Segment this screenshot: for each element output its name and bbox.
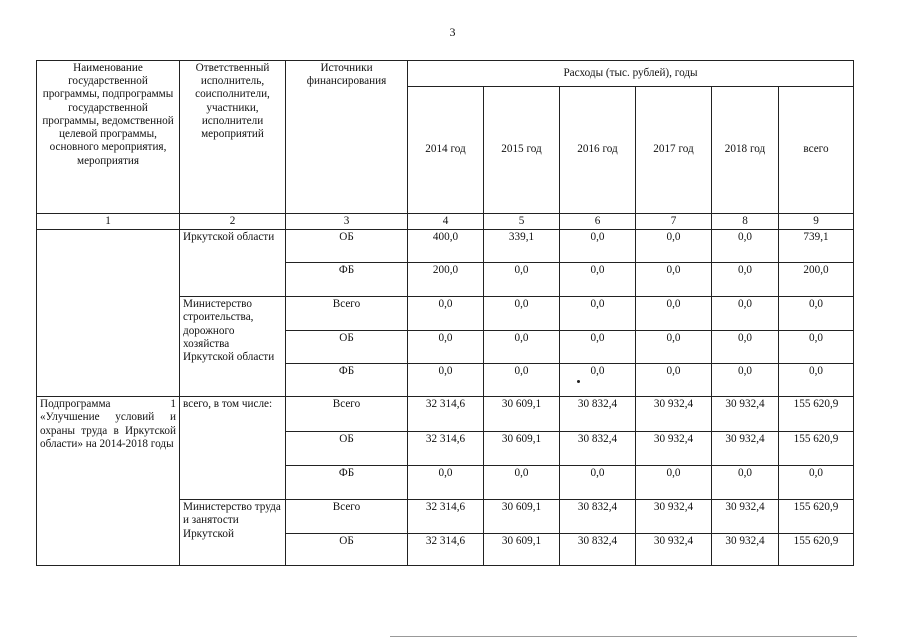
program-name-cell bbox=[37, 230, 180, 397]
value-cell: 32 314,6 bbox=[408, 500, 484, 534]
value-cell: 0,0 bbox=[408, 297, 484, 331]
header-year-2018: 2018 год bbox=[712, 87, 779, 214]
value-cell: 0,0 bbox=[484, 364, 560, 397]
column-number: 8 bbox=[712, 214, 779, 230]
value-cell: 0,0 bbox=[408, 331, 484, 364]
column-number: 6 bbox=[560, 214, 636, 230]
value-cell: 400,0 bbox=[408, 230, 484, 263]
value-cell: 0,0 bbox=[779, 297, 854, 331]
value-cell: 0,0 bbox=[636, 331, 712, 364]
value-cell: 155 620,9 bbox=[779, 432, 854, 466]
header-year-2017: 2017 год bbox=[636, 87, 712, 214]
header-year-2014: 2014 год bbox=[408, 87, 484, 214]
column-number: 5 bbox=[484, 214, 560, 230]
value-cell: 0,0 bbox=[560, 364, 636, 397]
value-cell: 30 609,1 bbox=[484, 534, 560, 566]
value-cell: 30 932,4 bbox=[636, 534, 712, 566]
value-cell: 30 932,4 bbox=[636, 500, 712, 534]
value-cell: 32 314,6 bbox=[408, 534, 484, 566]
column-number: 7 bbox=[636, 214, 712, 230]
value-cell: 30 932,4 bbox=[636, 432, 712, 466]
value-cell: 30 932,4 bbox=[712, 432, 779, 466]
header-executor: Ответственный исполнитель, соисполнители, участники, исполнители мероприятий bbox=[180, 61, 286, 214]
value-cell: 0,0 bbox=[712, 331, 779, 364]
header-year-2016: 2016 год bbox=[560, 87, 636, 214]
value-cell: 200,0 bbox=[408, 263, 484, 297]
funding-source: ОБ bbox=[286, 331, 408, 364]
value-cell: 0,0 bbox=[636, 297, 712, 331]
column-number: 9 bbox=[779, 214, 854, 230]
header-funding-source: Источники финансирования bbox=[286, 61, 408, 214]
value-cell: 200,0 bbox=[779, 263, 854, 297]
page-edge-rule bbox=[390, 636, 857, 637]
value-cell: 0,0 bbox=[408, 364, 484, 397]
value-cell: 0,0 bbox=[560, 230, 636, 263]
value-cell: 0,0 bbox=[636, 230, 712, 263]
header-program-name: Наименование государственной программы, подпрограммы государственной программы, ведомственной целевой программы, основного мероприятия, мероприятия bbox=[37, 61, 180, 214]
header-total: всего bbox=[779, 87, 854, 214]
column-number: 2 bbox=[180, 214, 286, 230]
value-cell: 155 620,9 bbox=[779, 534, 854, 566]
funding-source: ФБ bbox=[286, 466, 408, 500]
header-year-2015: 2015 год bbox=[484, 87, 560, 214]
value-cell: 32 314,6 bbox=[408, 432, 484, 466]
value-cell: 30 609,1 bbox=[484, 397, 560, 432]
page-number: 3 bbox=[449, 25, 456, 39]
value-cell: 0,0 bbox=[484, 297, 560, 331]
value-cell: 30 932,4 bbox=[712, 397, 779, 432]
column-number: 3 bbox=[286, 214, 408, 230]
value-cell: 30 832,4 bbox=[560, 534, 636, 566]
funding-source: ОБ bbox=[286, 432, 408, 466]
value-cell: 0,0 bbox=[636, 364, 712, 397]
value-cell: 0,0 bbox=[484, 331, 560, 364]
value-cell: 30 609,1 bbox=[484, 432, 560, 466]
table-row bbox=[37, 397, 854, 432]
value-cell: 30 932,4 bbox=[712, 500, 779, 534]
value-cell: 0,0 bbox=[779, 331, 854, 364]
value-cell: 155 620,9 bbox=[779, 500, 854, 534]
column-number: 1 bbox=[37, 214, 180, 230]
value-cell: 0,0 bbox=[560, 297, 636, 331]
executor-cell: Министерство строительства, дорожного хозяйства Иркутской области bbox=[180, 297, 286, 397]
value-cell: 0,0 bbox=[408, 466, 484, 500]
value-cell: 0,0 bbox=[484, 466, 560, 500]
value-cell: 0,0 bbox=[712, 466, 779, 500]
value-cell: 30 609,1 bbox=[484, 500, 560, 534]
program-name-cell: Подпрограмма 1 «Улучшение условий и охраны труда в Иркутской области» на 2014-2018 годы bbox=[37, 397, 180, 566]
value-cell: 0,0 bbox=[484, 263, 560, 297]
value-cell: 739,1 bbox=[779, 230, 854, 263]
funding-source: ОБ bbox=[286, 230, 408, 263]
header-row-top bbox=[37, 61, 854, 87]
value-cell: 0,0 bbox=[636, 466, 712, 500]
value-cell: 32 314,6 bbox=[408, 397, 484, 432]
value-cell: 0,0 bbox=[560, 331, 636, 364]
funding-source: Всего bbox=[286, 297, 408, 331]
value-cell: 0,0 bbox=[560, 466, 636, 500]
value-cell: 339,1 bbox=[484, 230, 560, 263]
value-cell: 30 832,4 bbox=[560, 432, 636, 466]
funding-source: ОБ bbox=[286, 534, 408, 566]
funding-source: Всего bbox=[286, 500, 408, 534]
value-cell: 0,0 bbox=[712, 364, 779, 397]
header-expenses: Расходы (тыс. рублей), годы bbox=[408, 61, 854, 87]
executor-cell: всего, в том числе: bbox=[180, 397, 286, 500]
funding-source: ФБ bbox=[286, 263, 408, 297]
value-cell: 0,0 bbox=[636, 263, 712, 297]
funding-source: ФБ bbox=[286, 364, 408, 397]
value-cell: 0,0 bbox=[712, 263, 779, 297]
table-row bbox=[37, 230, 854, 263]
value-cell: 0,0 bbox=[712, 230, 779, 263]
value-cell: 30 932,4 bbox=[636, 397, 712, 432]
scan-speck bbox=[577, 380, 580, 383]
value-cell: 0,0 bbox=[712, 297, 779, 331]
value-cell: 30 932,4 bbox=[712, 534, 779, 566]
column-number-row bbox=[37, 214, 854, 230]
budget-table bbox=[36, 60, 854, 566]
value-cell: 0,0 bbox=[779, 364, 854, 397]
value-cell: 155 620,9 bbox=[779, 397, 854, 432]
value-cell: 30 832,4 bbox=[560, 500, 636, 534]
value-cell: 30 832,4 bbox=[560, 397, 636, 432]
executor-cell: Иркутской области bbox=[180, 230, 286, 297]
column-number: 4 bbox=[408, 214, 484, 230]
value-cell: 0,0 bbox=[560, 263, 636, 297]
value-cell: 0,0 bbox=[779, 466, 854, 500]
funding-source: Всего bbox=[286, 397, 408, 432]
executor-cell: Министерство труда и занятости Иркутской bbox=[180, 500, 286, 566]
